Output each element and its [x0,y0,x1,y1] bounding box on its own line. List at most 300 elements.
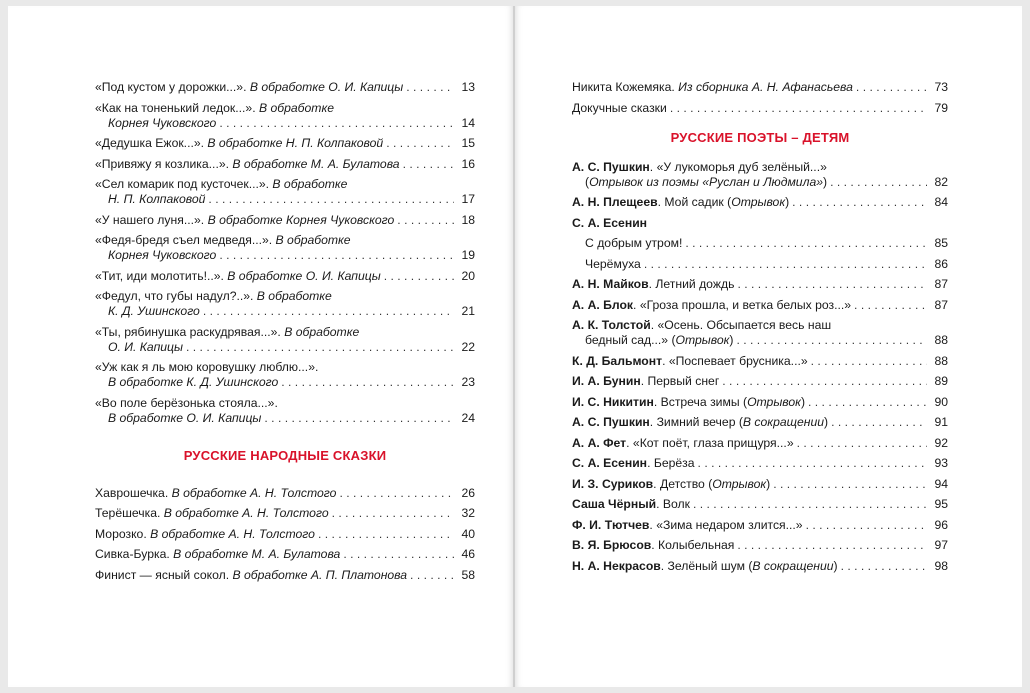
section-heading-folk-tales: РУССКИЕ НАРОДНЫЕ СКАЗКИ [183,447,387,463]
toc-line [572,101,948,116]
title-text: . «Кот поёт, глаза прищуря...» [626,435,794,450]
author-name: А. С. Пушкин [572,159,650,174]
page-number: 90 [934,394,948,409]
toc-line [572,395,948,410]
dot-leader [386,136,454,151]
editor-note: В сокращении [752,558,834,573]
toc-title [585,236,682,251]
title-text: Черёмуха [585,256,641,271]
toc-entry[interactable] [572,395,948,410]
toc-line [572,538,948,553]
author-name: И. С. Никитин [572,394,654,409]
author-name: К. Д. Бальмонт [572,353,663,368]
editor-note: В обработке А. Н. Толстого [150,526,315,541]
editor-note: В обработке [256,289,332,303]
page-number: 89 [934,374,948,388]
page-number: 26 [461,485,475,500]
editor-note: В обработке А. Н. Толстого [163,506,329,520]
title-text: . «У лукоморья дуб зелёный...» [649,159,827,174]
toc-title [572,277,734,292]
dot-leader [208,192,454,207]
toc-line [95,547,475,562]
toc-title [95,101,334,116]
toc-title [95,157,400,172]
toc-entry[interactable] [572,195,948,210]
toc-line [95,157,475,172]
toc-title [572,195,789,210]
toc-entry[interactable] [572,518,948,533]
page-number: 85 [934,236,948,250]
toc-entry[interactable] [95,486,475,501]
title-text: бедный сад...» ( [585,333,676,347]
dot-leader [332,506,454,521]
toc-title [572,318,831,333]
toc-line [95,360,475,375]
author-name: А. А. Блок [572,297,634,312]
toc-line [572,415,948,430]
page-number: 88 [934,353,948,368]
dot-leader [830,175,927,190]
author-name: И. З. Суриков [572,476,654,491]
title-text: «Во поле берёзонька стояла...». [95,395,278,410]
page-number: 88 [934,333,948,347]
toc-entry[interactable] [95,101,475,131]
toc-line [95,568,475,583]
toc-entry[interactable] [572,354,948,369]
toc-line [572,175,948,190]
toc-entry[interactable] [95,547,475,562]
toc-entry[interactable] [95,360,475,390]
page-number: 23 [461,375,475,389]
dot-leader [806,518,927,533]
toc-entry[interactable] [572,101,948,116]
toc-line [95,101,475,116]
title-text: Хаврошечка. [95,485,172,500]
page-number: 86 [934,256,948,271]
toc-line [572,477,948,492]
title-text: «Дедушка Ежок...». [95,136,208,150]
dot-leader [841,559,927,574]
toc-line [95,411,475,426]
toc-entry[interactable] [95,506,475,521]
toc-line [572,456,948,471]
editor-note: К. Д. Ушинского [108,304,200,318]
toc-entry[interactable] [572,497,948,512]
toc-line [95,486,475,501]
toc-entry[interactable] [572,559,948,574]
dot-leader [670,101,927,116]
editor-note: В обработке М. А. Булатова [232,156,400,171]
dot-leader [406,80,454,95]
title-text: . Летний дождь [648,277,735,291]
author-name: А. Н. Плещеев [572,195,658,209]
toc-line [572,318,948,333]
toc-line [572,277,948,292]
toc-line [95,80,475,95]
page-number: 92 [934,435,948,450]
toc-line [95,116,475,131]
page-number: 95 [934,497,948,511]
title-text: «Под кустом у дорожки...». [95,80,250,94]
toc-title [585,333,733,348]
title-text: «Тит, иди молотить!..». [95,268,228,283]
dot-leader [854,298,927,313]
author-name: Саша Чёрный [572,497,657,511]
dot-leader [339,486,454,501]
left-page [8,6,513,687]
toc-title [95,213,394,228]
right-toc-list [572,80,948,116]
left-toc-column [95,80,475,588]
toc-title [95,80,403,95]
dot-leader [343,547,454,562]
toc-title [572,518,803,533]
toc-line [572,160,948,175]
toc-title [572,395,805,410]
page-number: 79 [934,100,948,115]
title-text: Сивка-Бурка. [95,547,174,561]
title-text: . Мой садик ( [657,195,732,209]
dot-leader [203,304,454,319]
page-number: 93 [934,456,948,470]
editor-note: Отрывок из поэмы «Руслан и Людмила» [589,174,824,189]
author-name: С. А. Есенин [572,215,648,230]
page-number: 15 [461,136,475,150]
toc-entry[interactable] [572,436,948,451]
page-number: 46 [461,547,475,561]
title-text: . «Гроза прошла, и ветка белых роз...» [633,297,852,312]
left-toc-list [95,80,475,426]
editor-note: В обработке О. И. Капицы [249,80,404,94]
toc-title [572,354,808,369]
page-number: 16 [461,156,475,171]
toc-entry[interactable] [572,374,948,389]
dot-leader [403,157,454,172]
dot-leader [811,354,927,369]
author-name: Н. А. Некрасов [572,558,661,573]
toc-entry[interactable] [572,236,948,251]
author-name: А. К. Толстой [572,318,651,332]
title-text: . «Поспевает брусника...» [662,353,808,368]
page-number: 19 [461,248,475,262]
title-text: С добрым утром! [585,236,683,250]
toc-title [108,304,200,319]
page-number: 13 [461,80,475,94]
editor-note: В обработке М. А. Булатова [173,547,341,561]
toc-entry[interactable] [572,80,948,95]
toc-title [95,177,347,192]
page-number: 87 [934,277,948,291]
title-text: «У нашего луня...». [95,212,208,227]
toc-title [572,216,647,231]
title-text: . «Осень. Обсыпается весь наш [650,318,832,332]
toc-title [108,340,183,355]
toc-line [572,195,948,210]
toc-line [95,177,475,192]
title-text: . Зелёный шум ( [660,558,753,573]
author-name: Ф. И. Тютчев [572,517,650,532]
toc-entry[interactable] [95,136,475,151]
editor-note: Отрывок [731,195,786,209]
folk-tales-list [95,486,475,583]
toc-title [95,136,383,151]
toc-entry[interactable] [572,456,948,471]
toc-title [95,527,315,542]
toc-entry[interactable] [95,157,475,172]
title-text: ( [585,174,590,189]
toc-title [95,547,340,562]
toc-entry[interactable] [95,233,475,263]
right-page [515,6,1022,687]
toc-title [95,568,407,583]
toc-title [108,192,205,207]
title-text: «Федя-бредя съел медведя...». [95,233,276,247]
toc-entry[interactable] [95,269,475,284]
toc-line [572,436,948,451]
page-number: 40 [461,526,475,541]
toc-entry[interactable] [572,257,948,272]
book-spread [8,6,1022,687]
toc-line [572,559,948,574]
toc-title [95,506,329,521]
dot-leader [693,497,927,512]
toc-title [572,160,827,175]
page-number: 22 [461,339,475,354]
title-text: . Зимний вечер ( [649,415,743,429]
dot-leader [808,395,927,410]
toc-line [95,325,475,340]
toc-title [572,415,828,430]
dot-leader [722,374,927,389]
toc-line [95,340,475,355]
title-text: «Уж как я ль мою коровушку люблю...». [95,360,319,374]
page-number: 87 [934,297,948,312]
editor-note: Из сборника А. Н. Афанасьева [678,80,853,94]
page-number: 21 [461,304,475,318]
title-text-end: ) [800,394,805,409]
title-text: «Федул, что губы надул?..». [95,289,257,303]
editor-note: В обработке [275,233,351,247]
toc-entry[interactable] [572,277,948,292]
toc-line [95,136,475,151]
toc-title [572,101,667,116]
editor-note: В обработке [272,177,348,191]
title-text: Докучные сказки [572,100,667,115]
toc-title [572,80,853,95]
author-name: И. А. Бунин [572,374,641,388]
toc-line [95,213,475,228]
toc-line [95,233,475,248]
toc-title [95,360,318,375]
toc-entry[interactable] [572,298,948,313]
dot-leader [384,269,454,284]
dot-leader [644,257,927,272]
title-text-end: ) [766,476,771,491]
toc-line [95,304,475,319]
toc-title [108,375,278,390]
dot-leader [856,80,927,95]
editor-note: В обработке [258,100,334,115]
right-toc-column [572,80,948,579]
toc-line [95,289,475,304]
toc-title [108,116,216,131]
page-number: 97 [934,538,948,552]
dot-leader [737,277,927,292]
page-number: 17 [461,192,475,206]
title-text: «Привяжу я козлика...». [95,156,233,171]
toc-title [108,411,261,426]
dot-leader [219,116,454,131]
toc-title [572,477,770,492]
dot-leader [219,248,454,263]
page-number: 82 [934,174,948,189]
title-text-end: ) [833,558,838,573]
toc-title [572,538,734,553]
toc-title [585,257,641,272]
editor-note: Корнея Чуковского [108,248,217,262]
title-text: . Волк [656,497,690,511]
toc-line [572,354,948,369]
editor-note: В обработке О. И. Капицы [227,268,381,283]
editor-note: В обработке Н. П. Колпаковой [207,136,384,150]
dot-leader [685,236,927,251]
editor-note: В обработке К. Д. Ушинского [108,375,279,389]
toc-line [572,80,948,95]
toc-title [95,233,351,248]
editor-note: В сокращении [742,415,825,429]
title-text-end: ) [729,333,734,347]
page-number: 24 [461,410,475,425]
dot-leader [264,411,454,426]
toc-line [95,192,475,207]
toc-entry[interactable] [95,289,475,319]
page-number: 32 [461,506,475,520]
toc-entry[interactable] [572,477,948,492]
page-number: 73 [934,80,948,94]
editor-note: Н. П. Колпаковой [108,192,206,206]
dot-leader [797,436,927,451]
editor-note: В обработке [284,324,360,339]
title-text-end: ) [824,415,829,429]
toc-title [572,374,719,389]
title-text: «Как на тоненький ледок...». [95,100,259,115]
toc-line [95,248,475,263]
editor-note: В обработке Корнея Чуковского [207,212,395,227]
author-name: А. Н. Майков [572,277,649,291]
toc-title [572,298,851,313]
editor-note: Отрывок [675,333,730,347]
toc-line [572,374,948,389]
author-name: А. А. Фет [572,435,627,450]
toc-line [95,396,475,411]
toc-line [95,527,475,542]
toc-title [108,248,216,263]
dot-leader [410,568,454,583]
title-text: Терёшечка. [95,506,164,520]
page-number: 20 [461,268,475,283]
page-number: 84 [934,195,948,209]
title-text: Финист — ясный сокол. [95,567,233,582]
dot-leader [792,195,927,210]
toc-entry[interactable] [95,396,475,426]
title-text: «Ты, рябинушка раскудрявая...». [95,324,285,339]
editor-note: В обработке О. И. Капицы [108,410,262,425]
toc-title [572,436,794,451]
title-text-end: ) [823,174,828,189]
toc-title [95,396,278,411]
editor-note: В обработке А. П. Платонова [232,567,408,582]
toc-entry[interactable] [95,325,475,355]
toc-line [572,298,948,313]
title-text: . Колыбельная [651,538,735,552]
toc-entry[interactable] [572,538,948,553]
poets-list [572,160,948,574]
toc-entry[interactable] [572,415,948,430]
author-name: С. А. Есенин [572,456,648,470]
author-name: В. Я. Брюсов [572,538,652,552]
dot-leader [736,333,927,348]
toc-title [95,289,332,304]
dot-leader [773,477,927,492]
toc-title [95,269,381,284]
section-heading-poets: РУССКИЕ ПОЭТЫ – ДЕТЯМ [670,129,850,145]
dot-leader [318,527,454,542]
toc-title [572,497,690,512]
toc-entry[interactable] [95,568,475,583]
page-number: 96 [934,517,948,532]
editor-note: В обработке А. Н. Толстого [171,485,337,500]
toc-line [572,333,948,348]
dot-leader [698,456,927,471]
toc-entry[interactable] [95,177,475,207]
dot-leader [397,213,454,228]
editor-note: Отрывок [712,476,767,491]
page-number: 91 [934,415,948,429]
title-text-end: ) [785,195,790,209]
toc-entry[interactable] [572,318,948,348]
toc-entry[interactable] [572,216,948,231]
toc-title [585,175,827,190]
dot-leader [737,538,927,553]
page-number: 58 [461,567,475,582]
toc-line [95,269,475,284]
toc-line [572,216,948,231]
editor-note: О. И. Капицы [108,339,183,354]
title-text: . Первый снег [640,374,720,388]
title-text: . Встреча зимы ( [653,394,748,409]
toc-title [95,486,336,501]
editor-note: Отрывок [747,394,801,409]
author-name: А. С. Пушкин [572,415,650,429]
title-text: . Берёза [647,456,695,470]
toc-title [572,559,838,574]
toc-entry[interactable] [572,160,948,190]
title-text: Морозко. [95,526,151,541]
toc-line [572,497,948,512]
toc-line [95,375,475,390]
toc-entry[interactable] [95,527,475,542]
title-text: . «Зима недаром злится...» [649,517,803,532]
title-text: Никита Кожемяка. [572,80,679,94]
toc-entry[interactable] [95,213,475,228]
toc-line [572,518,948,533]
title-text: «Сел комарик под кусточек...». [95,177,273,191]
toc-entry[interactable] [95,80,475,95]
toc-line [95,506,475,521]
editor-note: Корнея Чуковского [108,115,217,130]
page-number: 94 [934,476,948,491]
toc-title [572,456,695,471]
